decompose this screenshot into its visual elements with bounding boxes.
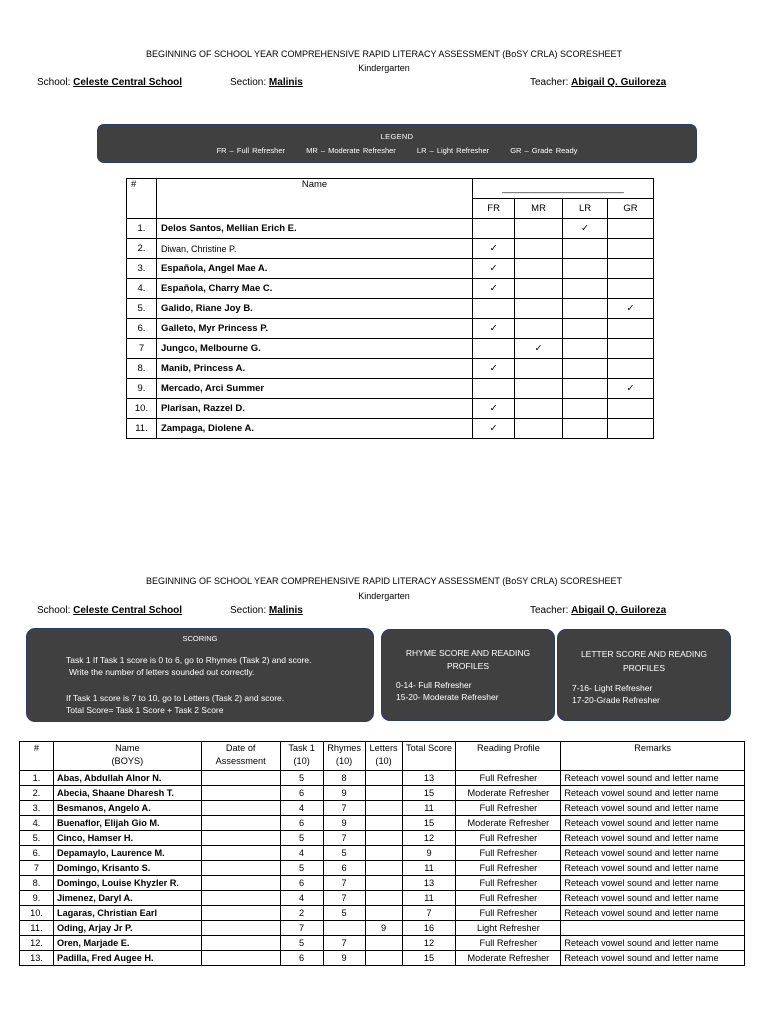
- row-profile: Full Refresher: [456, 861, 561, 876]
- header-fr: FR: [473, 199, 515, 219]
- header-total: Total Score: [402, 742, 456, 771]
- row-remarks: [561, 921, 745, 936]
- row-name: Abas, Abdullah Alnor N.: [53, 771, 201, 786]
- row-rhymes: [323, 921, 365, 936]
- row-gr: [608, 219, 654, 239]
- row-mr: [515, 359, 563, 379]
- row-num: 6.: [127, 319, 157, 339]
- row-date: [201, 951, 280, 966]
- row-remarks: Reteach vowel sound and letter name: [561, 816, 745, 831]
- row-total: 11: [402, 861, 456, 876]
- row-num: 9.: [127, 379, 157, 399]
- row-name: Manib, Princess A.: [156, 359, 472, 379]
- school-label: School:: [37, 77, 71, 88]
- row-task1: 2: [280, 906, 323, 921]
- row-num: 7: [127, 339, 157, 359]
- row-num: 9.: [20, 891, 54, 906]
- scoring-box: [26, 628, 374, 722]
- row-lr: [563, 419, 608, 439]
- table-row: [127, 379, 654, 399]
- row-total: 13: [402, 771, 456, 786]
- row-num: 2.: [20, 786, 54, 801]
- row-date: [201, 906, 280, 921]
- row-lr: [563, 299, 608, 319]
- row-num: 4.: [127, 279, 157, 299]
- header-letters-sub: (10): [375, 756, 392, 766]
- row-profile: Moderate Refresher: [456, 951, 561, 966]
- sheet2-title: BEGINNING OF SCHOOL YEAR COMPREHENSIVE RAPID LITERACY ASSESSMENT (BoSY CRLA) SCORESHEET: [145, 576, 623, 586]
- row-date: [201, 816, 280, 831]
- row-profile: Moderate Refresher: [456, 816, 561, 831]
- row-total: 9: [402, 846, 456, 861]
- row-num: 12.: [20, 936, 54, 951]
- header-task1-sub: (10): [293, 756, 310, 766]
- scoring-title: SCORING: [182, 634, 218, 643]
- row-name: Diwan, Christine P.: [156, 239, 472, 259]
- score-table: [19, 741, 745, 966]
- scoring-line: Task 1 If Task 1 score is 0 to 6, go to Rhymes (Task 2) and score.: [66, 655, 312, 665]
- row-num: 11.: [127, 419, 157, 439]
- sheet2-teacher: [530, 605, 666, 616]
- row-num: 13.: [20, 951, 54, 966]
- scoring-line: Write the number of letters sounded out correctly.: [69, 667, 255, 677]
- row-date: [201, 861, 280, 876]
- row-name: Oren, Marjade E.: [53, 936, 201, 951]
- rhyme-box: [381, 629, 555, 721]
- row-lr: [563, 319, 608, 339]
- row-lr: [563, 279, 608, 299]
- row-letters: [365, 891, 402, 906]
- row-num: 10.: [127, 399, 157, 419]
- row-letters: [365, 876, 402, 891]
- table-row: [127, 319, 654, 339]
- row-fr: ✓: [473, 239, 515, 259]
- school-name: Celeste Central School: [73, 605, 183, 616]
- row-rhymes: 7: [323, 936, 365, 951]
- row-name: Oding, Arjay Jr P.: [53, 921, 201, 936]
- row-profile: Full Refresher: [456, 831, 561, 846]
- row-total: 16: [402, 921, 456, 936]
- legend-items: [98, 146, 696, 155]
- school-name: Celeste Central School: [73, 77, 183, 88]
- row-lr: [563, 239, 608, 259]
- row-lr: [563, 379, 608, 399]
- row-mr: [515, 219, 563, 239]
- teacher-label: Teacher:: [530, 605, 569, 616]
- row-total: 15: [402, 786, 456, 801]
- row-letters: [365, 951, 402, 966]
- row-num: 1.: [20, 771, 54, 786]
- header-name: Name: [156, 179, 472, 219]
- row-date: [201, 786, 280, 801]
- row-gr: [608, 339, 654, 359]
- row-num: 1.: [127, 219, 157, 239]
- header-task1-label: Task 1: [288, 743, 315, 753]
- legend-box: [97, 124, 697, 163]
- row-profile: Full Refresher: [456, 936, 561, 951]
- row-name: Española, Charry Mae C.: [156, 279, 472, 299]
- row-remarks: Reteach vowel sound and letter name: [561, 801, 745, 816]
- header-task1: [280, 742, 323, 771]
- rhyme-line: 0-14- Full Refresher: [396, 680, 472, 690]
- row-total: 15: [402, 816, 456, 831]
- row-name: Galido, Riane Joy B.: [156, 299, 472, 319]
- legend-item: GR – Grade Ready: [510, 146, 578, 155]
- header-rhymes: [323, 742, 365, 771]
- sheet2-section: [230, 605, 303, 616]
- row-name: Buenaflor, Elijah Gio M.: [53, 816, 201, 831]
- row-task1: 5: [280, 831, 323, 846]
- row-fr: ✓: [473, 399, 515, 419]
- row-fr: ✓: [473, 279, 515, 299]
- row-name: Lagaras, Christian Earl: [53, 906, 201, 921]
- header-num: #: [127, 179, 157, 219]
- row-name: Cinco, Hamser H.: [53, 831, 201, 846]
- row-remarks: Reteach vowel sound and letter name: [561, 846, 745, 861]
- row-letters: [365, 846, 402, 861]
- row-mr: [515, 419, 563, 439]
- sheet1-section: [230, 77, 303, 88]
- table-row: [127, 219, 654, 239]
- row-name: Delos Santos, Mellian Erich E.: [156, 219, 472, 239]
- row-rhymes: 5: [323, 846, 365, 861]
- header-gr: GR: [608, 199, 654, 219]
- section-label: Section:: [230, 605, 267, 616]
- row-gr: [608, 419, 654, 439]
- row-letters: [365, 771, 402, 786]
- rhyme-title: RHYME SCORE AND READING PROFILES: [405, 648, 531, 671]
- row-letters: [365, 816, 402, 831]
- legend-item: MR – Moderate Refresher: [306, 146, 396, 155]
- header-blank: _______________________: [473, 179, 654, 199]
- row-date: [201, 891, 280, 906]
- row-remarks: Reteach vowel sound and letter name: [561, 771, 745, 786]
- row-lr: [563, 359, 608, 379]
- row-lr: ✓: [563, 219, 608, 239]
- row-rhymes: 7: [323, 831, 365, 846]
- row-gr: ✓: [608, 379, 654, 399]
- row-fr: [473, 379, 515, 399]
- row-fr: ✓: [473, 319, 515, 339]
- sheet1-school: [37, 77, 182, 88]
- row-task1: 5: [280, 861, 323, 876]
- row-date: [201, 876, 280, 891]
- table-row: [127, 359, 654, 379]
- table-row: [20, 786, 745, 801]
- row-mr: [515, 299, 563, 319]
- row-total: 11: [402, 891, 456, 906]
- row-total: 15: [402, 951, 456, 966]
- row-rhymes: 6: [323, 861, 365, 876]
- row-name: Zampaga, Diolene A.: [156, 419, 472, 439]
- table-row: [20, 831, 745, 846]
- sheet1-title: BEGINNING OF SCHOOL YEAR COMPREHENSIVE RAPID LITERACY ASSESSMENT (BoSY CRLA) SCORESHEET: [145, 49, 623, 59]
- row-mr: [515, 279, 563, 299]
- row-name: Española, Angel Mae A.: [156, 259, 472, 279]
- row-remarks: Reteach vowel sound and letter name: [561, 951, 745, 966]
- table-row: [20, 876, 745, 891]
- table-row: [20, 936, 745, 951]
- row-rhymes: 7: [323, 891, 365, 906]
- row-task1: 5: [280, 936, 323, 951]
- table-row: [127, 259, 654, 279]
- row-profile: Light Refresher: [456, 921, 561, 936]
- sheet2-grade: Kindergarten: [358, 591, 410, 601]
- table-row: [20, 846, 745, 861]
- letter-box: [557, 629, 731, 721]
- row-fr: ✓: [473, 359, 515, 379]
- section-name: Malinis: [268, 77, 303, 88]
- row-mr: [515, 239, 563, 259]
- row-task1: 6: [280, 876, 323, 891]
- row-total: 12: [402, 831, 456, 846]
- scoring-line: If Task 1 score is 7 to 10, go to Letters (Task 2) and score.: [66, 693, 285, 703]
- header-profile: Reading Profile: [456, 742, 561, 771]
- row-fr: [473, 219, 515, 239]
- table-row: [20, 906, 745, 921]
- row-task1: 6: [280, 816, 323, 831]
- legend-item: LR – Light Refresher: [416, 146, 490, 155]
- row-fr: [473, 339, 515, 359]
- header-name-label: Name: [115, 743, 140, 753]
- teacher-name: Abigail Q. Guiloreza: [571, 605, 667, 616]
- row-num: 4.: [20, 816, 54, 831]
- row-gr: [608, 239, 654, 259]
- row-letters: [365, 786, 402, 801]
- row-num: 3.: [20, 801, 54, 816]
- header-mr: MR: [515, 199, 563, 219]
- row-letters: [365, 936, 402, 951]
- row-rhymes: 7: [323, 876, 365, 891]
- rhyme-line: 15-20- Moderate Refresher: [396, 692, 499, 702]
- header-rhymes-sub: (10): [335, 756, 353, 766]
- header-letters: [365, 742, 402, 771]
- header-remarks: Remarks: [561, 742, 745, 771]
- row-fr: [473, 299, 515, 319]
- table-row: [127, 279, 654, 299]
- row-total: 13: [402, 876, 456, 891]
- row-remarks: Reteach vowel sound and letter name: [561, 936, 745, 951]
- table-row: [20, 771, 745, 786]
- row-gr: [608, 319, 654, 339]
- row-letters: [365, 906, 402, 921]
- row-remarks: Reteach vowel sound and letter name: [561, 861, 745, 876]
- row-lr: [563, 399, 608, 419]
- row-rhymes: 5: [323, 906, 365, 921]
- row-num: 11.: [20, 921, 54, 936]
- row-remarks: Reteach vowel sound and letter name: [561, 876, 745, 891]
- row-lr: [563, 339, 608, 359]
- row-gr: [608, 259, 654, 279]
- section-name: Malinis: [268, 605, 303, 616]
- letter-line: 7-16- Light Refresher: [572, 683, 653, 693]
- row-task1: 4: [280, 801, 323, 816]
- row-name: Galleto, Myr Princess P.: [156, 319, 472, 339]
- row-num: 2.: [127, 239, 157, 259]
- letter-line: 17-20-Grade Refresher: [572, 695, 660, 705]
- row-mr: [515, 379, 563, 399]
- letter-title: LETTER SCORE AND READING PROFILES: [580, 649, 708, 673]
- row-rhymes: 7: [323, 801, 365, 816]
- header-date: Date of Assessment: [201, 742, 280, 771]
- row-num: 7: [20, 861, 54, 876]
- row-num: 6.: [20, 846, 54, 861]
- table-row: [127, 239, 654, 259]
- header-rhymes-label: Rhymes: [327, 743, 361, 753]
- table-row: [127, 399, 654, 419]
- table-row: [20, 921, 745, 936]
- row-profile: Full Refresher: [456, 906, 561, 921]
- row-name: Padilla, Fred Augee H.: [53, 951, 201, 966]
- row-letters: [365, 831, 402, 846]
- row-total: 7: [402, 906, 456, 921]
- header-lr: LR: [563, 199, 608, 219]
- scoring-line: Total Score= Task 1 Score + Task 2 Score: [66, 705, 224, 715]
- row-task1: 6: [280, 786, 323, 801]
- school-label: School:: [37, 605, 71, 616]
- row-rhymes: 9: [323, 816, 365, 831]
- table-row: [20, 861, 745, 876]
- table-row: [20, 801, 745, 816]
- row-profile: Full Refresher: [456, 801, 561, 816]
- table-row: [20, 816, 745, 831]
- row-gr: [608, 399, 654, 419]
- row-remarks: Reteach vowel sound and letter name: [561, 906, 745, 921]
- row-fr: ✓: [473, 259, 515, 279]
- legend-title: LEGEND: [380, 132, 414, 141]
- row-mr: [515, 319, 563, 339]
- row-letters: [365, 861, 402, 876]
- profile-table: [126, 178, 654, 439]
- row-num: 8.: [127, 359, 157, 379]
- row-name: Jungco, Melbourne G.: [156, 339, 472, 359]
- header-name: [53, 742, 201, 771]
- row-task1: 4: [280, 891, 323, 906]
- header-letters-label: Letters: [369, 743, 398, 753]
- row-profile: Full Refresher: [456, 891, 561, 906]
- row-mr: [515, 399, 563, 419]
- legend-item: FR – Full Refresher: [216, 146, 286, 155]
- row-name: Domingo, Krisanto S.: [53, 861, 201, 876]
- row-task1: 4: [280, 846, 323, 861]
- row-task1: 5: [280, 771, 323, 786]
- table-row: [127, 419, 654, 439]
- row-date: [201, 801, 280, 816]
- row-mr: [515, 259, 563, 279]
- row-fr: ✓: [473, 419, 515, 439]
- row-name: Plarisan, Razzel D.: [156, 399, 472, 419]
- row-remarks: Reteach vowel sound and letter name: [561, 786, 745, 801]
- row-date: [201, 771, 280, 786]
- row-date: [201, 936, 280, 951]
- table-row: [127, 339, 654, 359]
- row-lr: [563, 259, 608, 279]
- row-num: 3.: [127, 259, 157, 279]
- row-rhymes: 8: [323, 771, 365, 786]
- row-name: Jimenez, Daryl A.: [53, 891, 201, 906]
- row-gr: [608, 279, 654, 299]
- row-rhymes: 9: [323, 951, 365, 966]
- sheet2-school: [37, 605, 182, 616]
- teacher-label: Teacher:: [530, 77, 569, 88]
- row-profile: Moderate Refresher: [456, 786, 561, 801]
- row-task1: 6: [280, 951, 323, 966]
- row-num: 5.: [127, 299, 157, 319]
- table-row: [20, 951, 745, 966]
- row-name: Domingo, Louise Khyzler R.: [53, 876, 201, 891]
- header-name-sub: (BOYS): [111, 756, 144, 766]
- row-profile: Full Refresher: [456, 771, 561, 786]
- row-remarks: Reteach vowel sound and letter name: [561, 891, 745, 906]
- section-label: Section:: [230, 77, 267, 88]
- row-name: Depamaylo, Laurence M.: [53, 846, 201, 861]
- row-task1: 7: [280, 921, 323, 936]
- row-remarks: Reteach vowel sound and letter name: [561, 831, 745, 846]
- row-date: [201, 921, 280, 936]
- row-name: Mercado, Arci Summer: [156, 379, 472, 399]
- row-gr: ✓: [608, 299, 654, 319]
- table-row: [20, 891, 745, 906]
- sheet1-grade: Kindergarten: [358, 63, 410, 73]
- header-num: #: [20, 742, 54, 771]
- row-gr: [608, 359, 654, 379]
- row-date: [201, 846, 280, 861]
- row-date: [201, 831, 280, 846]
- row-rhymes: 9: [323, 786, 365, 801]
- table-row: [127, 299, 654, 319]
- row-name: Abecia, Shaane Dharesh T.: [53, 786, 201, 801]
- row-profile: Full Refresher: [456, 846, 561, 861]
- row-profile: Full Refresher: [456, 876, 561, 891]
- row-letters: [365, 801, 402, 816]
- sheet1-teacher: [530, 77, 666, 88]
- row-total: 11: [402, 801, 456, 816]
- row-name: Besmanos, Angelo A.: [53, 801, 201, 816]
- row-total: 12: [402, 936, 456, 951]
- row-mr: ✓: [515, 339, 563, 359]
- row-letters: 9: [365, 921, 402, 936]
- row-num: 8.: [20, 876, 54, 891]
- row-num: 5.: [20, 831, 54, 846]
- row-num: 10.: [20, 906, 54, 921]
- teacher-name: Abigail Q. Guiloreza: [571, 77, 667, 88]
